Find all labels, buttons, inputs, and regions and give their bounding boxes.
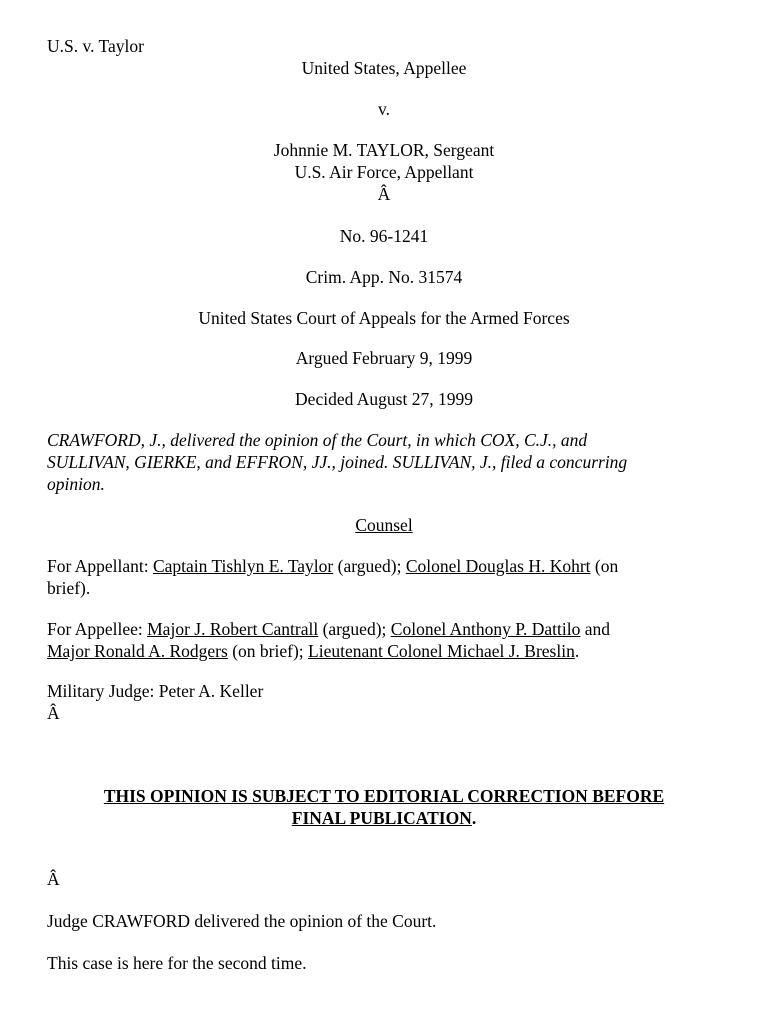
- court-name: United States Court of Appeals for the Armed Forces: [198, 308, 570, 328]
- argued-date: Argued February 9, 1999: [295, 348, 473, 368]
- appellant-counsel-line: [47, 555, 618, 577]
- counsel-role-text: and: [580, 619, 611, 639]
- counsel-name-link[interactable]: Major Ronald A. Rodgers: [47, 641, 228, 661]
- stray-character: Â: [377, 184, 391, 204]
- counsel-role-text: (argued);: [318, 619, 391, 639]
- counsel-name-link[interactable]: Captain Tishlyn E. Taylor: [152, 556, 334, 576]
- opinion-summary-line: opinion.: [47, 474, 105, 494]
- editorial-notice-text: THIS OPINION IS SUBJECT TO EDITORIAL CORRECTION BEFORE: [103, 786, 665, 806]
- editorial-notice-line-2: [0, 807, 768, 829]
- crim-app-number: Crim. App. No. 31574: [305, 267, 463, 287]
- counsel-name-link[interactable]: Colonel Anthony P. Dattilo: [390, 619, 581, 639]
- editorial-notice-text: FINAL PUBLICATION: [291, 808, 472, 828]
- counsel-role-text: (on: [590, 556, 619, 576]
- opinion-intro: Judge CRAWFORD delivered the opinion of the Court.: [47, 911, 437, 931]
- counsel-role-text: .: [574, 641, 580, 661]
- counsel-role-text: (on brief);: [227, 641, 309, 661]
- opinion-summary-line: SULLIVAN, GIERKE, and EFFRON, JJ., joined. SULLIVAN, J., filed a concurring: [47, 452, 628, 472]
- editorial-notice-period: .: [471, 808, 477, 828]
- counsel-name-link[interactable]: Colonel Douglas H. Kohrt: [405, 556, 591, 576]
- decided-date: Decided August 27, 1999: [295, 389, 473, 409]
- appellee-counsel-line-2: [47, 640, 579, 662]
- docket-number: No. 96-1241: [339, 226, 429, 246]
- appellee-counsel-label: For Appellee:: [47, 619, 148, 639]
- counsel-heading-text: Counsel: [355, 515, 413, 535]
- counsel-name-link[interactable]: Major J. Robert Cantrall: [147, 619, 319, 639]
- appellee-counsel-line: [47, 618, 610, 640]
- appellee-line: United States, Appellee: [301, 58, 467, 78]
- military-judge: Military Judge: Peter A. Keller: [47, 681, 264, 701]
- versus-line: v.: [378, 99, 390, 119]
- appellant-service-line: U.S. Air Force, Appellant: [294, 162, 474, 182]
- counsel-role-text: (argued);: [333, 556, 406, 576]
- editorial-notice-line: [0, 785, 768, 807]
- appellant-counsel-line-2: brief).: [47, 578, 91, 598]
- stray-character: Â: [47, 869, 60, 889]
- counsel-heading: [0, 514, 768, 536]
- counsel-name-link[interactable]: Lieutenant Colonel Michael J. Breslin: [308, 641, 575, 661]
- case-short-title: U.S. v. Taylor: [47, 36, 144, 56]
- opinion-summary-line: CRAWFORD, J., delivered the opinion of the Court, in which COX, C.J., and: [47, 430, 588, 450]
- stray-character: Â: [47, 703, 60, 723]
- opinion-paragraph: This case is here for the second time.: [47, 953, 307, 973]
- appellant-name-line: Johnnie M. TAYLOR, Sergeant: [273, 140, 495, 160]
- appellant-counsel-label: For Appellant:: [47, 556, 153, 576]
